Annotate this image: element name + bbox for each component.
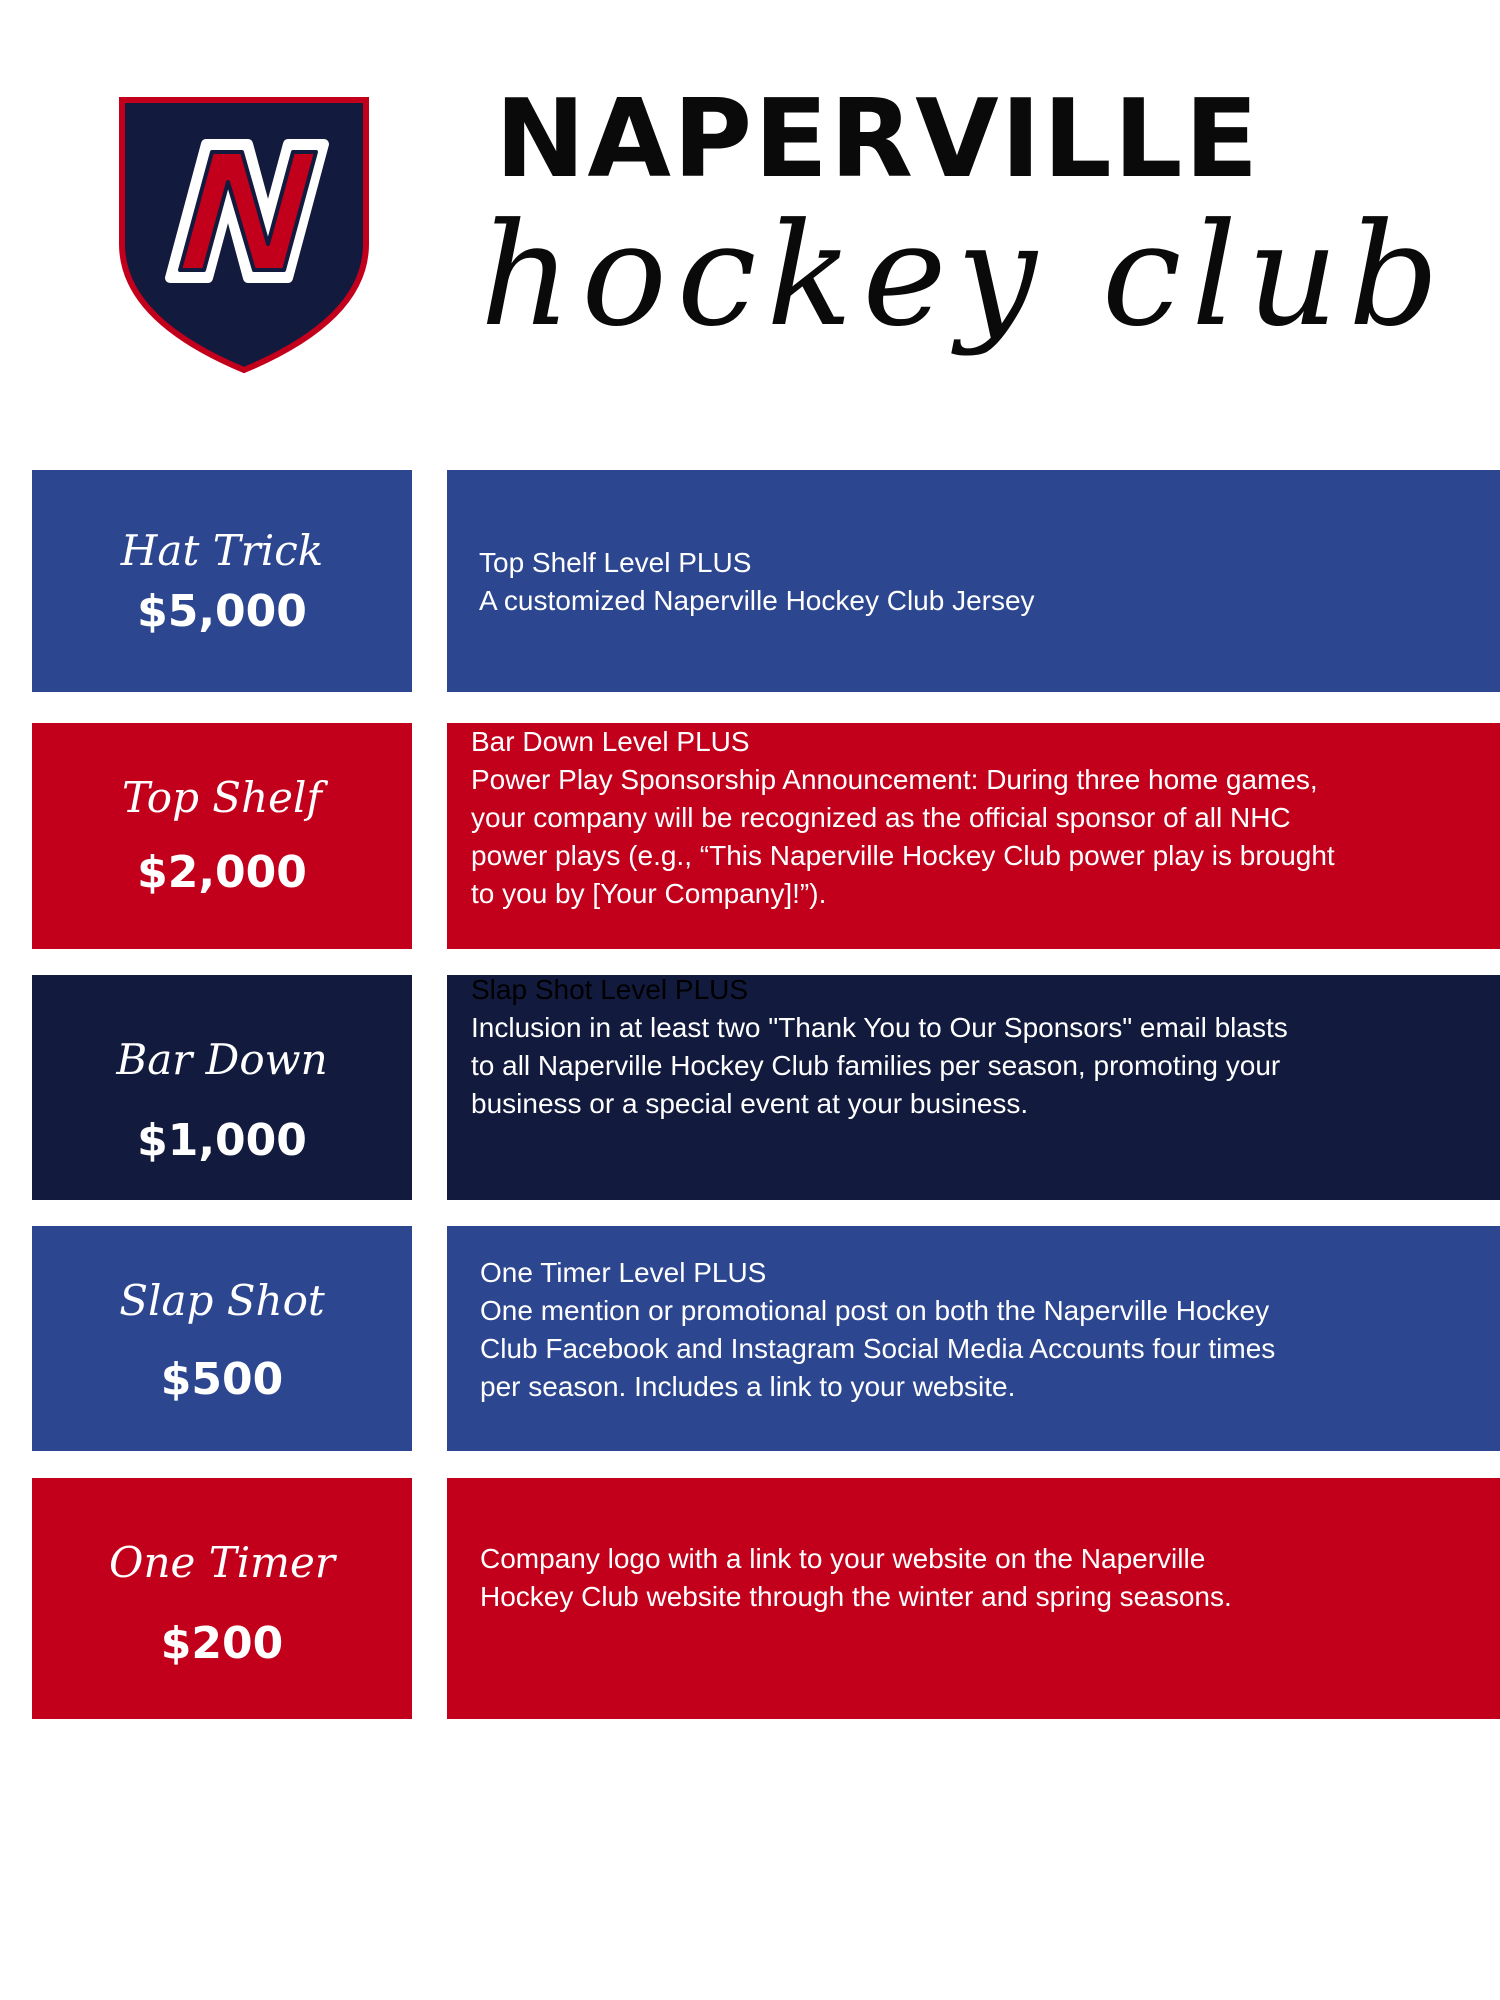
tier-bar-down — [0, 975, 1500, 1200]
description-line: One Timer Level PLUS — [480, 1257, 767, 1288]
description-line: Company logo with a link to your website on the Naperville — [480, 1543, 1206, 1574]
description-line: Slap Shot Level PLUS — [471, 974, 749, 1005]
description-line: power plays (e.g., “This Naperville Hockey Club power play is brought — [471, 840, 1335, 871]
tier-price: $200 — [160, 1618, 284, 1669]
brand-title: NAPERVILLE — [495, 77, 1261, 202]
tier-name: Slap Shot — [119, 1276, 325, 1325]
tier-description — [479, 544, 1035, 620]
tier-price: $5,000 — [137, 586, 307, 637]
tier-name: Hat Trick — [120, 526, 324, 575]
description-line: to all Naperville Hockey Club families per season, promoting your — [471, 1050, 1281, 1081]
naperville-n-shield-logo-icon — [118, 94, 370, 376]
description-line: per season. Includes a link to your website. — [480, 1371, 1016, 1402]
tier-one-timer — [0, 1478, 1500, 1719]
tier-price: $1,000 — [137, 1115, 307, 1166]
tier-level-box — [32, 975, 412, 1200]
description-line: business or a special event at your business. — [471, 1088, 1029, 1119]
club-logo — [118, 94, 370, 376]
tier-name: One Timer — [109, 1538, 335, 1587]
brand-subtitle: hockey club — [480, 193, 1450, 358]
tier-description — [480, 1540, 1232, 1616]
description-line: Hockey Club website through the winter and spring seasons. — [480, 1581, 1232, 1612]
description-line: your company will be recognized as the official sponsor of all NHC — [471, 802, 1291, 833]
tier-hat-trick — [0, 470, 1500, 692]
tier-description-box — [447, 1478, 1500, 1719]
description-line: Club Facebook and Instagram Social Media Accounts four times — [480, 1333, 1276, 1364]
description-line: to you by [Your Company]!”). — [471, 878, 827, 909]
tier-level-box — [32, 470, 412, 692]
description-line: Inclusion in at least two "Thank You to Our Sponsors" email blasts — [471, 1012, 1288, 1043]
description-line: Bar Down Level PLUS — [471, 726, 750, 757]
description-line: Top Shelf Level PLUS — [479, 547, 752, 578]
tier-level-box — [32, 1226, 412, 1451]
tier-level-box — [32, 1478, 412, 1719]
tier-price: $2,000 — [137, 847, 307, 898]
tier-description — [471, 723, 1335, 913]
tier-top-shelf — [0, 723, 1500, 949]
tier-description — [471, 971, 1288, 1123]
description-line: One mention or promotional post on both the Naperville Hockey — [480, 1295, 1270, 1326]
tier-name: Top Shelf — [122, 773, 322, 822]
tier-description-box — [447, 1226, 1500, 1451]
tier-price: $500 — [160, 1354, 284, 1405]
description-line: A customized Naperville Hockey Club Jersey — [479, 585, 1035, 616]
tier-description — [480, 1254, 1275, 1406]
tier-description-box — [447, 470, 1500, 692]
tier-slap-shot — [0, 1226, 1500, 1451]
tier-level-box — [32, 723, 412, 949]
tier-name: Bar Down — [116, 1035, 328, 1084]
description-line: Power Play Sponsorship Announcement: During three home games, — [471, 764, 1318, 795]
tier-description-box — [447, 723, 1500, 949]
tier-description-box — [447, 975, 1500, 1200]
